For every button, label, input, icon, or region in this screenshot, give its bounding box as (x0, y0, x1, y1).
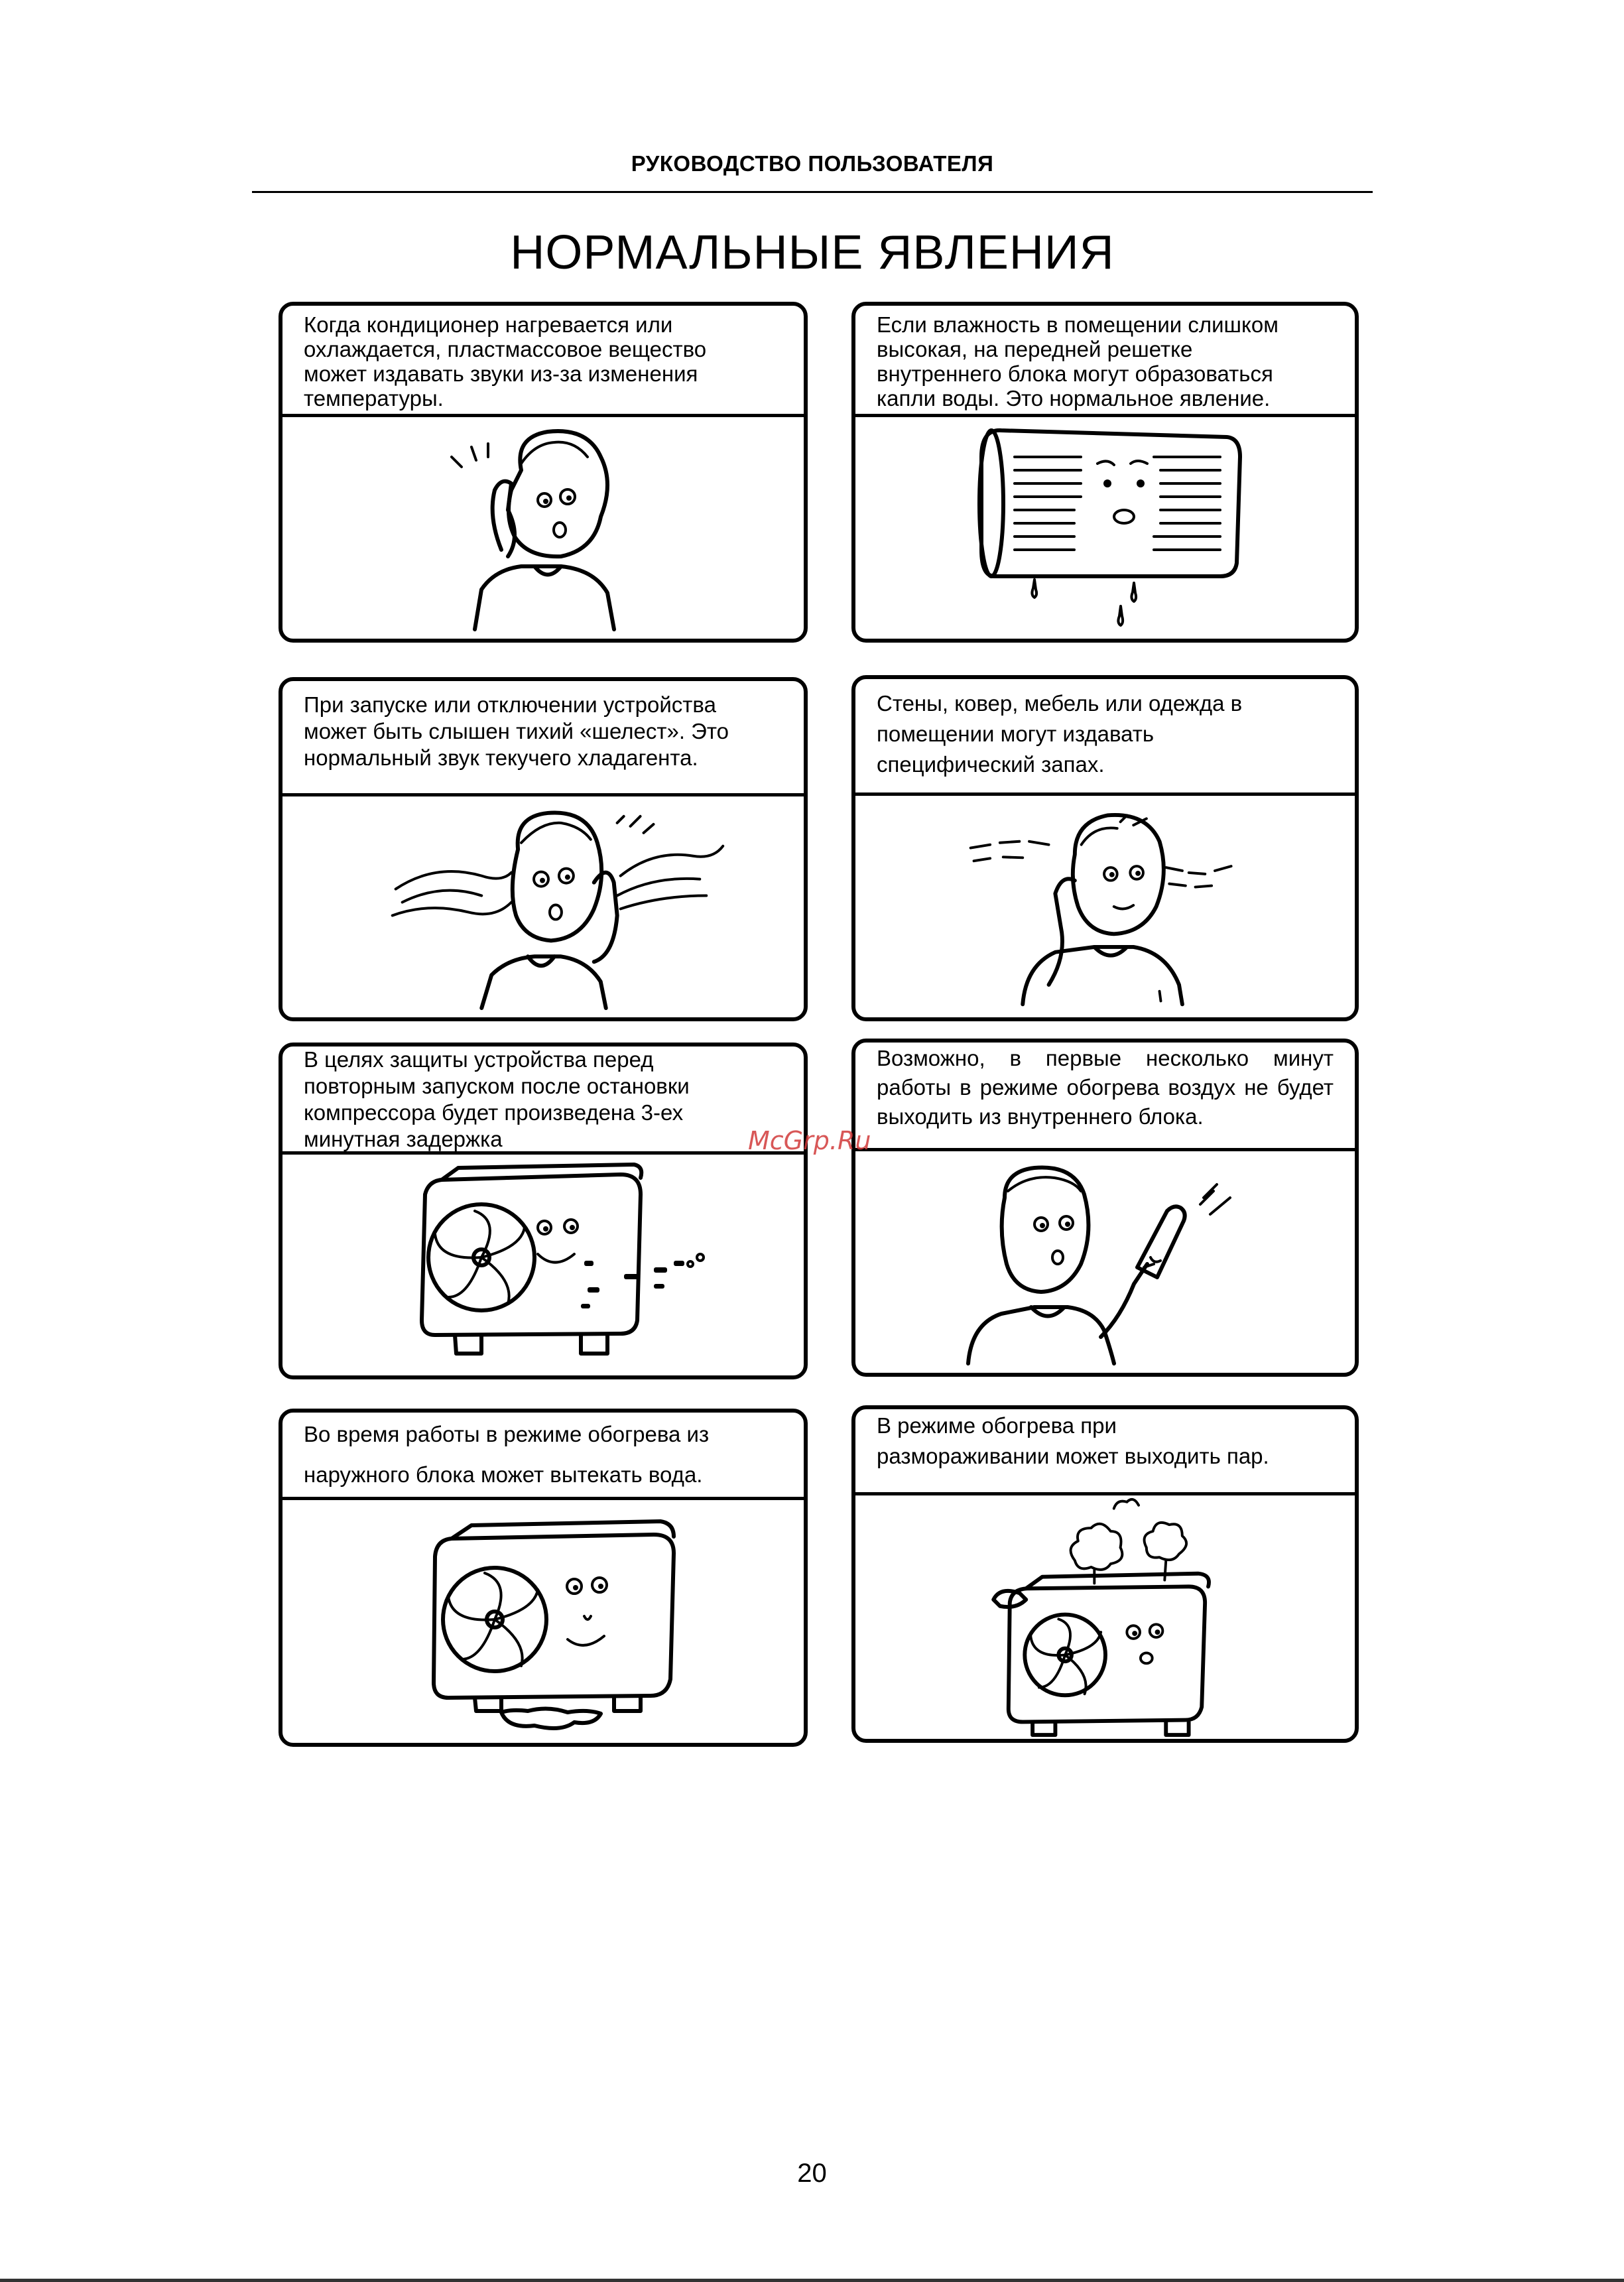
card-humidity-drops (851, 302, 1359, 643)
card-text: При запуске или отключении устройства может быть слышен тихий «шелест». Это нормальный звук текучего хладагента. (304, 692, 729, 770)
card-text: Во время работы в режиме обогрева из наружного блока может вытекать вода. (304, 1422, 710, 1487)
card-plastic-sound (279, 302, 808, 643)
card-restart-delay (279, 1043, 808, 1379)
card-text: Когда кондиционер нагревается или охлаждается, пластмассовое вещество может издавать звуки из-за изменения температуры. (304, 312, 707, 411)
page-title: НОРМАЛЬНЫЕ ЯВЛЕНИЯ (510, 226, 1115, 279)
header-divider (252, 191, 1373, 193)
card-text: Возможно, в первые несколько минут работы в режиме обогрева воздух не будет выходить из внутреннего блока. (877, 1046, 1334, 1129)
card-text: Если влажность в помещении слишком высокая, на передней решетке внутреннего блока могут образоваться капли воды. Это нормальное явление. (877, 312, 1279, 411)
watermark-text: McGrp.Ru (748, 1126, 871, 1155)
woman-rustle-icon (282, 796, 804, 1017)
outdoor-unit-water-icon (282, 1500, 804, 1743)
bottom-border (0, 2279, 1624, 2282)
page-number: 20 (797, 2159, 827, 2188)
outdoor-unit-delay-icon (282, 1155, 804, 1375)
card-text: В целях защиты устройства перед повторным запуском после остановки компрессора будет произведена 3-ех минутная задержка (304, 1047, 690, 1151)
man-smell-icon (855, 796, 1355, 1017)
card-text: Стены, ковер, мебель или одежда в помещении могут издавать специфический запах. (877, 691, 1243, 777)
card-heating-startup (851, 1039, 1359, 1377)
indoor-unit-drops-icon (855, 417, 1355, 639)
document-header: РУКОВОДСТВО ПОЛЬЗОВАТЕЛЯ (631, 151, 994, 176)
outdoor-unit-steam-icon (855, 1495, 1355, 1739)
card-outdoor-water (279, 1409, 808, 1747)
woman-hearing-icon (282, 417, 804, 639)
card-text: В режиме обогрева при размораживании может выходить пар. (877, 1413, 1269, 1468)
woman-remote-icon (855, 1151, 1355, 1373)
card-refrigerant-rustle (279, 677, 808, 1021)
card-defrost-steam (851, 1405, 1359, 1743)
card-room-smell (851, 675, 1359, 1021)
